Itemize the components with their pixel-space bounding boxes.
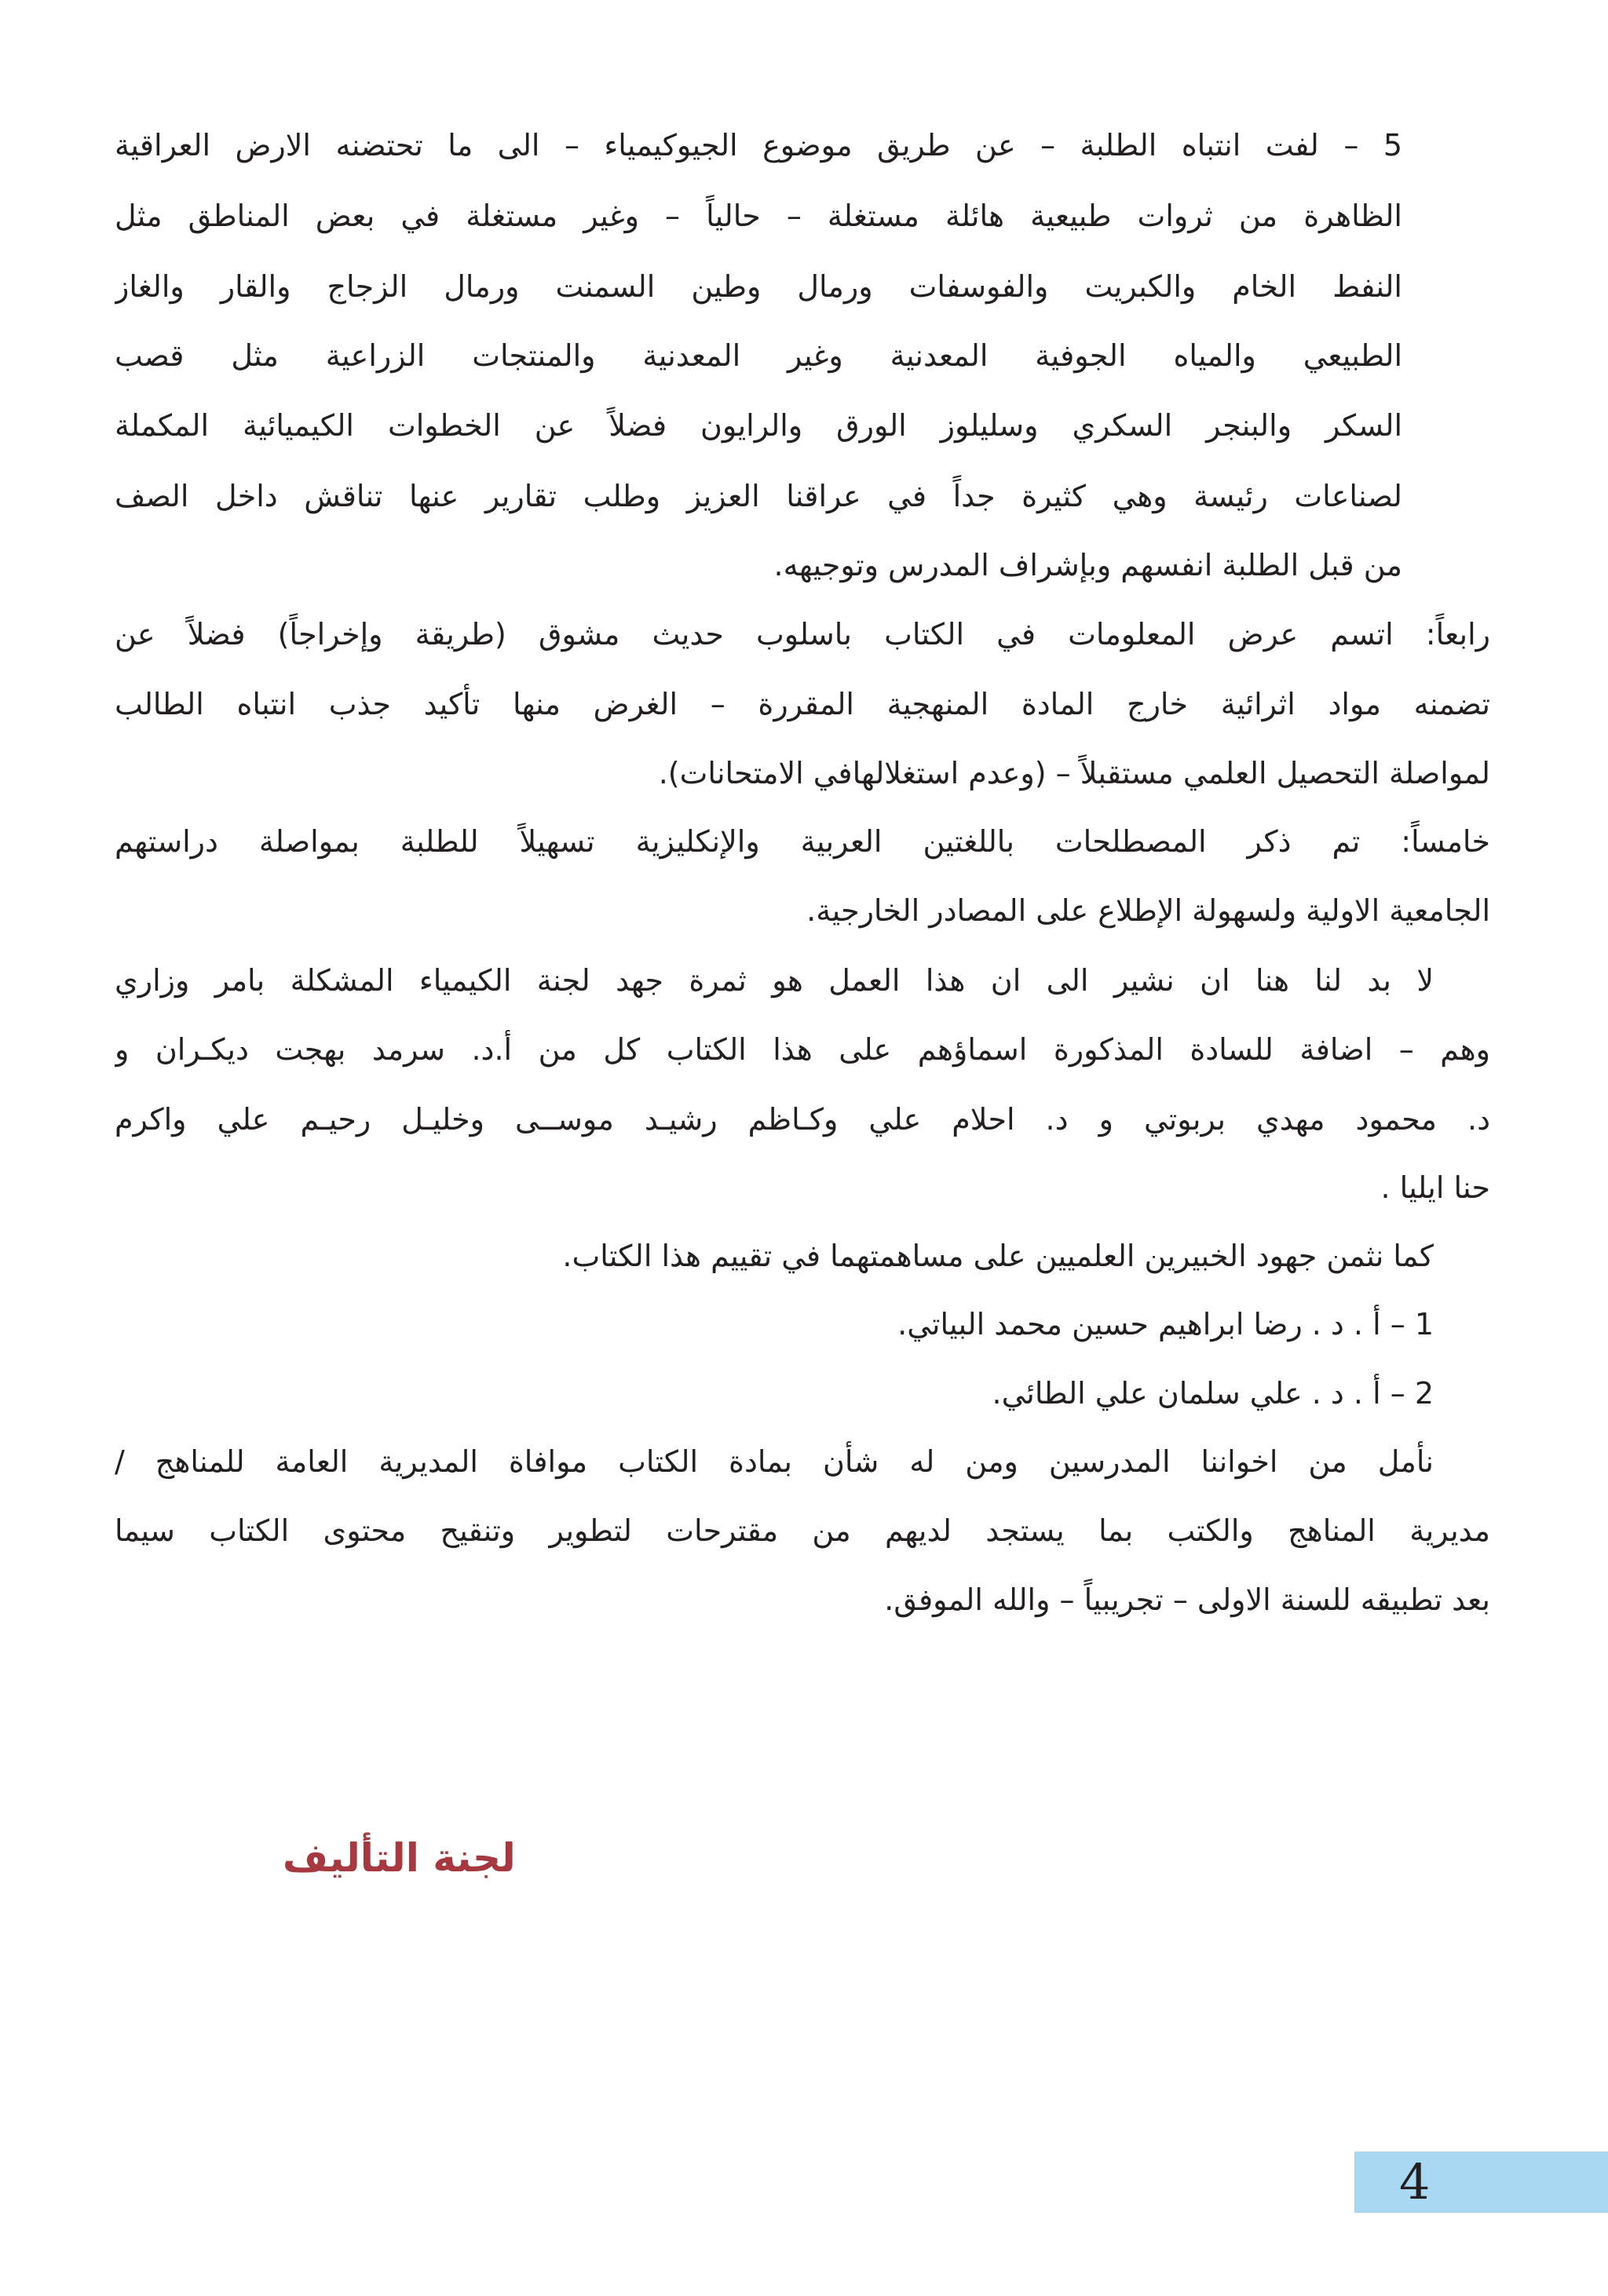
paragraph-line: النفط الخام والكبريت والفوسفات ورمال وطين السمنت ورمال الزجاج والقار والغاز bbox=[115, 269, 1402, 304]
paragraph-line: تضمنه مواد اثرائية خارج المادة المنهجية المقررة – الغرض منها تأكيد جذب انتباه الطالب bbox=[115, 687, 1490, 721]
paragraph-line: كما نثمن جهود الخبيرين العلميين على مساهمتهما في تقييم هذا الكتاب. bbox=[562, 1239, 1434, 1273]
paragraph-line: خامساً: تم ذكر المصطلحات باللغتين العربية والإنكليزية تسهيلاً للطلبة بمواصلة دراستهم bbox=[115, 824, 1490, 859]
paragraph-line: حنا ايليا . bbox=[1380, 1170, 1490, 1205]
paragraph-line: رابعاً: اتسم عرض المعلومات في الكتاب باسلوب حديث مشوق (طريقة وإخراجاً) فضلاً عن bbox=[115, 617, 1490, 652]
paragraph-line: لمواصلة التحصيل العلمي مستقبلاً – (وعدم استغلالهافي الامتحانات). bbox=[658, 756, 1490, 790]
paragraph-line: السكر والبنجر السكري وسليلوز الورق والرايون فضلاً عن الخطوات الكيميائية المكملة bbox=[115, 408, 1402, 443]
list-item: 2 – أ . د . علي سلمان علي الطائي. bbox=[992, 1376, 1434, 1411]
paragraph-line: د. محمود مهدي بربوتي و د. احلام علي وكـاظم رشيـد موســى وخليـل رحيـم علي واكرم bbox=[115, 1102, 1490, 1137]
list-item: 1 – أ . د . رضا ابراهيم حسين محمد البياتي. bbox=[897, 1307, 1434, 1341]
paragraph-line: بعد تطبيقه للسنة الاولى – تجريبياً – والله الموفق. bbox=[884, 1582, 1490, 1617]
paragraph-line: نأمل من اخواننا المدرسين ومن له شأن بمادة الكتاب موافاة المديرية العامة للمناهج / bbox=[115, 1444, 1434, 1479]
paragraph-line: من قبل الطلبة انفسهم وبإشراف المدرس وتوجيهه. bbox=[773, 548, 1402, 582]
paragraph-line: لا بد لنا هنا ان نشير الى ان هذا العمل هو ثمرة جهد لجنة الكيمياء المشكلة بامر وزاري bbox=[115, 963, 1434, 998]
paragraph-line: لصناعات رئيسة وهي كثيرة جداً في عراقنا العزيز وطلب تقارير عنها تناقش داخل الصف bbox=[115, 479, 1402, 513]
paragraph-line: الظاهرة من ثروات طبيعية هائلة مستغلة – حالياً – وغير مستغلة في بعض المناطق مثل bbox=[115, 199, 1402, 233]
paragraph-line: 5 – لفت انتباه الطلبة – عن طريق موضوع الجيوكيمياء – الى ما تحتضنه الارض العراقية bbox=[115, 128, 1402, 162]
paragraph-line: الجامعية الاولية ولسهولة الإطلاع على المصادر الخارجية. bbox=[806, 893, 1490, 928]
paragraph-line: مديرية المناهج والكتب بما يستجد لديهم من مقترحات لتطوير وتنقيح محتوى الكتاب سيما bbox=[115, 1513, 1490, 1548]
paragraph-line: وهم – اضافة للسادة المذكورة اسماؤهم على هذا الكتاب كل من أ.د. سرمد بهجت ديكـران و bbox=[115, 1032, 1490, 1067]
paragraph-line: الطبيعي والمياه الجوفية المعدنية وغير المعدنية والمنتجات الزراعية مثل قصب bbox=[115, 338, 1402, 373]
page-number: 4 bbox=[1399, 2153, 1431, 2210]
page-number-box bbox=[1354, 2152, 1608, 2213]
signature: لجنة التأليف bbox=[283, 1835, 516, 1881]
